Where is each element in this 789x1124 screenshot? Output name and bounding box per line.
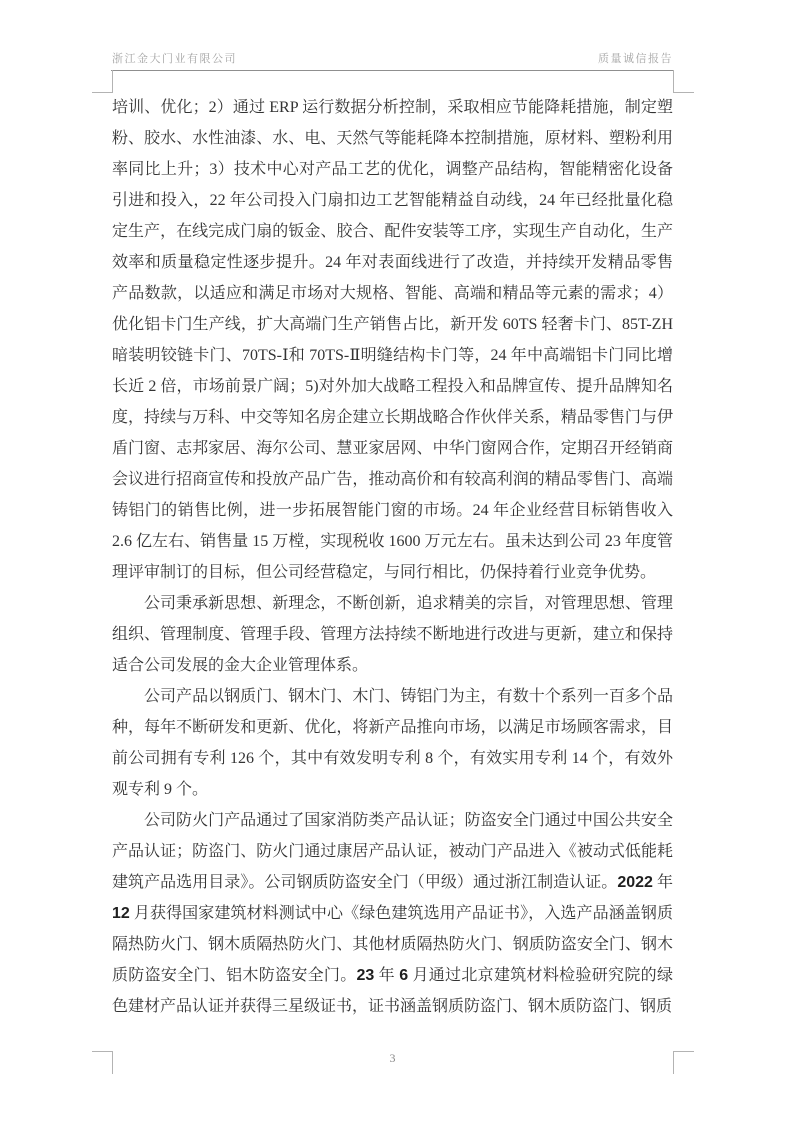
bold-number: 2022 bbox=[617, 874, 653, 891]
header-report-title: 质量诚信报告 bbox=[598, 53, 673, 65]
crop-mark-top-left bbox=[92, 70, 113, 93]
paragraph bbox=[112, 92, 673, 588]
page-number: 3 bbox=[389, 1051, 396, 1065]
crop-mark-top-right bbox=[673, 70, 694, 93]
text-run: 月获得国家建筑材料测试中心《绿色建筑选用产品证书》，入选产品涵盖钢质隔热防火门、钢木质隔热防火门、其他材质隔热防火门、钢质防盗安全门、钢木质防盗安全门、铝木防盗安全门。 bbox=[112, 905, 673, 984]
page-footer bbox=[112, 1050, 673, 1066]
bold-number: 12 bbox=[112, 905, 130, 922]
header-company-name: 浙江金大门业有限公司 bbox=[112, 53, 237, 65]
body-paragraphs bbox=[112, 92, 673, 1022]
bold-number: 6 bbox=[399, 967, 409, 984]
text-run: 年 bbox=[652, 874, 673, 891]
page-header bbox=[112, 52, 673, 66]
header-rule-line bbox=[111, 70, 673, 71]
paragraph bbox=[112, 681, 673, 805]
text-run: 公司秉承新思想、新理念，不断创新，追求精美的宗旨，对管理思想、管理组织、管理制度、管理手段、管理方法持续不断地进行改进与更新，建立和保持适合公司发展的金大企业管理体系。 bbox=[112, 595, 673, 674]
paragraph bbox=[112, 588, 673, 681]
crop-mark-bottom-left bbox=[92, 1051, 113, 1074]
text-run: 培训、优化；2）通过 ERP 运行数据分析控制，采取相应节能降耗措施，制定塑粉、胶水、水性油漆、水、电、天然气等能耗降本控制措施，原材料、塑粉利用率同比上升；3）技术中心对产品工艺的优化，调整产品结构，智能精密化设备引进和投入，22 年公司投入门扇扣边工艺智能精益自动线，24 年已经批量化稳定生产，在线完成门扇的钣金、胶合、配件安装等工序，实现生产自动化，生产效率和质量稳定性逐步提升。24 年对表面线进行了改造，并持续开发精品零售产品数款，以适应和满足市场对大规格、智能、高端和精品等元素的需求；4）优化铝卡门生产线，扩大高端门生产销售占比，新开发 60TS 轻奢卡门、85T-ZH 暗装明铰链卡门、70TS-Ⅰ和 70TS-Ⅱ明缝结构卡门等，24 年中高端铝卡门同比增长近 2 倍，市场前景广阔；5)对外加大战略工程投入和品牌宣传、提升品牌知名度，持续与万科、中交等知名房企建立长期战略合作伙伴关系，精品零售门与伊盾门窗、志邦家居、海尔公司、慧亚家居网、中华门窗网合作，定期召开经销商会议进行招商宣传和投放产品广告，推动高价和有较高利润的精品零售门、高端铸铝门的销售比例，进一步拓展智能门窗的市场。24 年企业经营目标销售收入 2.6 亿左右、销售量 15 万樘，实现税收 1600 万元左右。虽未达到公司 23 年度管理评审制订的目标，但公司经营稳定，与同行相比，仍保持着行业竞争优势。 bbox=[112, 99, 673, 581]
text-run: 公司防火门产品通过了国家消防类产品认证；防盗安全门通过中国公共安全产品认证；防盗门、防火门通过康居产品认证，被动门产品进入《被动式低能耗建筑产品选用目录》。公司钢质防盗安全门（甲级）通过浙江制造认证。 bbox=[112, 812, 673, 891]
paragraph bbox=[112, 805, 673, 1022]
crop-mark-bottom-right bbox=[673, 1051, 694, 1074]
text-run: 年 bbox=[374, 967, 400, 984]
text-run: 月通过北京建筑材料检验研究院的绿色建材产品认证并获得三星级证书，证书涵盖钢质防盗门、钢木质防盗门、钢质 bbox=[112, 967, 673, 1015]
bold-number: 23 bbox=[356, 967, 375, 984]
text-run: 公司产品以钢质门、钢木门、木门、铸铝门为主，有数十个系列一百多个品种，每年不断研发和更新、优化，将新产品推向市场，以满足市场顾客需求，目前公司拥有专利 126 个，其中有效发明专利 8 个，有效实用专利 14 个，有效外观专利 9 个。 bbox=[112, 688, 673, 798]
